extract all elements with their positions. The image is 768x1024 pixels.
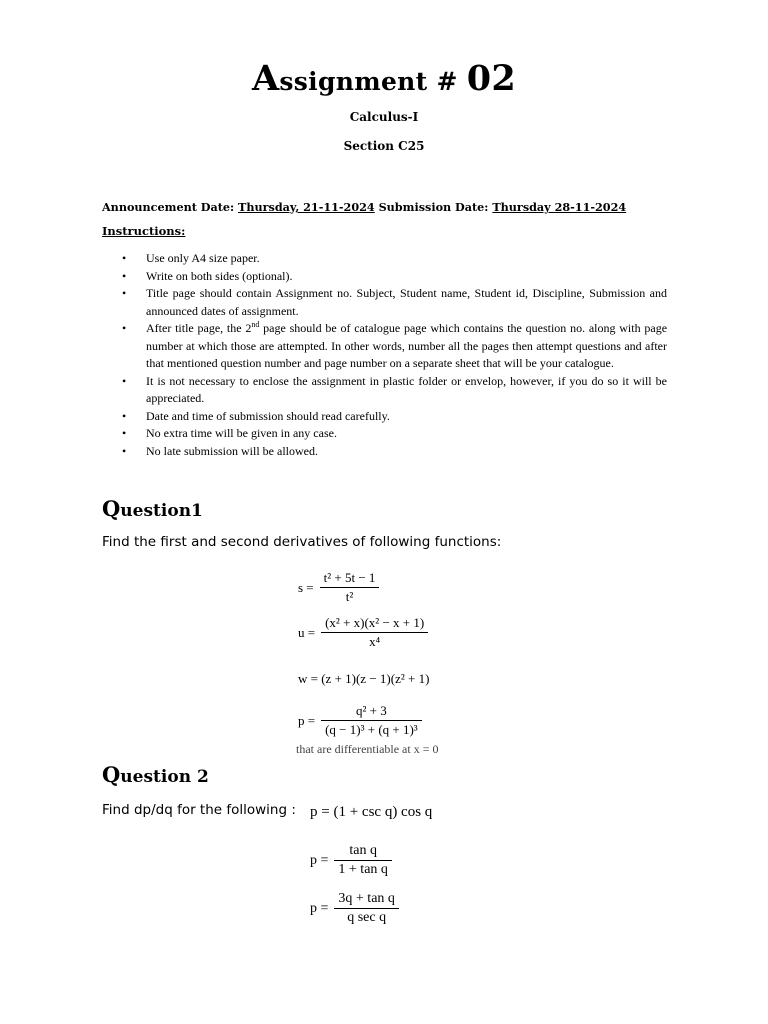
submission-label: Submission Date:	[378, 200, 489, 214]
title-number: 02	[466, 58, 517, 99]
list-item-text: No late submission will be allowed.	[146, 443, 318, 458]
denominator: t²	[345, 589, 354, 604]
equation-lhs: p =	[298, 712, 316, 728]
heading-initial: Q	[102, 762, 121, 787]
equation-p2	[310, 843, 392, 878]
equation-s	[298, 570, 379, 605]
cropped-text	[296, 742, 496, 756]
page-title	[0, 58, 768, 99]
fraction	[334, 843, 392, 878]
fraction	[321, 703, 422, 738]
list-item-text: Title page should contain Assignment no. Subject, Student name, Student id, Discipline, Submission and announced dates of assignment.	[146, 286, 667, 318]
question1-heading	[102, 496, 203, 521]
announcement-date: Thursday, 21-11-2024	[238, 200, 375, 214]
list-item-text: It is not necessary to enclose the assignment in plastic folder or envelop, however, if you do so it will be appreciated.	[146, 373, 667, 405]
denominator: q sec q	[347, 910, 387, 925]
instructions-heading: Instructions:	[102, 224, 186, 238]
dates-line	[102, 200, 662, 214]
list-item	[102, 268, 667, 286]
bullet-icon: •	[122, 373, 127, 388]
fraction	[334, 891, 399, 926]
instructions-list	[102, 250, 667, 460]
list-item	[102, 250, 667, 268]
numerator: 3q + tan q	[334, 891, 399, 909]
list-item	[102, 425, 667, 443]
equation-p	[298, 703, 422, 738]
equation-p3	[310, 891, 399, 926]
announcement-label: Announcement Date:	[102, 200, 235, 214]
bullet-icon: •	[122, 408, 127, 423]
equation-lhs: s =	[298, 579, 314, 595]
equation-lhs: u =	[298, 624, 316, 640]
list-item-text: page should be of catalogue page which contains the question no. along with page number at which those are attempted. In other words, number all the pages then attempt questions and after that mentioned question number and page number on a separate sheet that will be your catalogue.	[146, 321, 668, 370]
list-item-text: Use only A4 size paper.	[146, 251, 260, 265]
superscript: nd	[251, 320, 260, 329]
list-item	[102, 443, 667, 461]
question2-heading	[102, 762, 209, 787]
numerator: (x² + x)(x² − x + 1)	[321, 615, 428, 633]
list-item-prefix: After title page, the 2	[146, 321, 252, 335]
cropped-text-content: that are differentiable at x = 0	[296, 742, 439, 756]
fraction	[320, 570, 380, 605]
title-rest: ssignment #	[279, 67, 467, 96]
equation-lhs: p =	[310, 900, 329, 916]
equation-u	[298, 615, 428, 650]
course-name: Calculus-I	[349, 110, 419, 124]
bullet-icon: •	[122, 321, 127, 335]
bullet-icon: •	[122, 443, 127, 458]
numerator: t² + 5t − 1	[320, 570, 380, 588]
heading-initial: Q	[102, 496, 121, 521]
list-item-text: No extra time will be given in any case.	[146, 426, 337, 440]
bullet-icon: •	[122, 426, 127, 440]
question1-prompt: Find the first and second derivatives of following functions:	[102, 534, 502, 550]
bullet-icon: •	[122, 268, 127, 283]
denominator: 1 + tan q	[338, 862, 388, 877]
list-item	[102, 320, 667, 373]
list-item-text: Write on both sides (optional).	[146, 268, 293, 283]
numerator: tan q	[334, 843, 392, 861]
list-item-text: Date and time of submission should read carefully.	[146, 408, 390, 423]
title-initial: A	[251, 58, 280, 99]
section-name: Section C25	[343, 139, 425, 153]
bullet-icon: •	[122, 251, 127, 265]
heading-rest: uestion 2	[120, 767, 209, 787]
bullet-icon: •	[122, 286, 127, 300]
denominator: (q − 1)³ + (q + 1)³	[325, 722, 418, 737]
equation-lhs: p =	[310, 852, 329, 868]
list-item	[102, 373, 667, 408]
equation-p1: p = (1 + csc q) cos q	[310, 804, 433, 820]
list-item	[102, 285, 667, 320]
numerator: q² + 3	[321, 703, 422, 721]
question2-prompt: Find dp/dq for the following :	[102, 802, 296, 818]
heading-rest: uestion1	[120, 501, 203, 521]
equation-w: w = (z + 1)(z − 1)(z² + 1)	[298, 671, 430, 686]
submission-date: Thursday 28-11-2024	[492, 200, 627, 214]
fraction	[321, 615, 428, 650]
list-item	[102, 408, 667, 426]
denominator: x⁴	[369, 634, 381, 649]
